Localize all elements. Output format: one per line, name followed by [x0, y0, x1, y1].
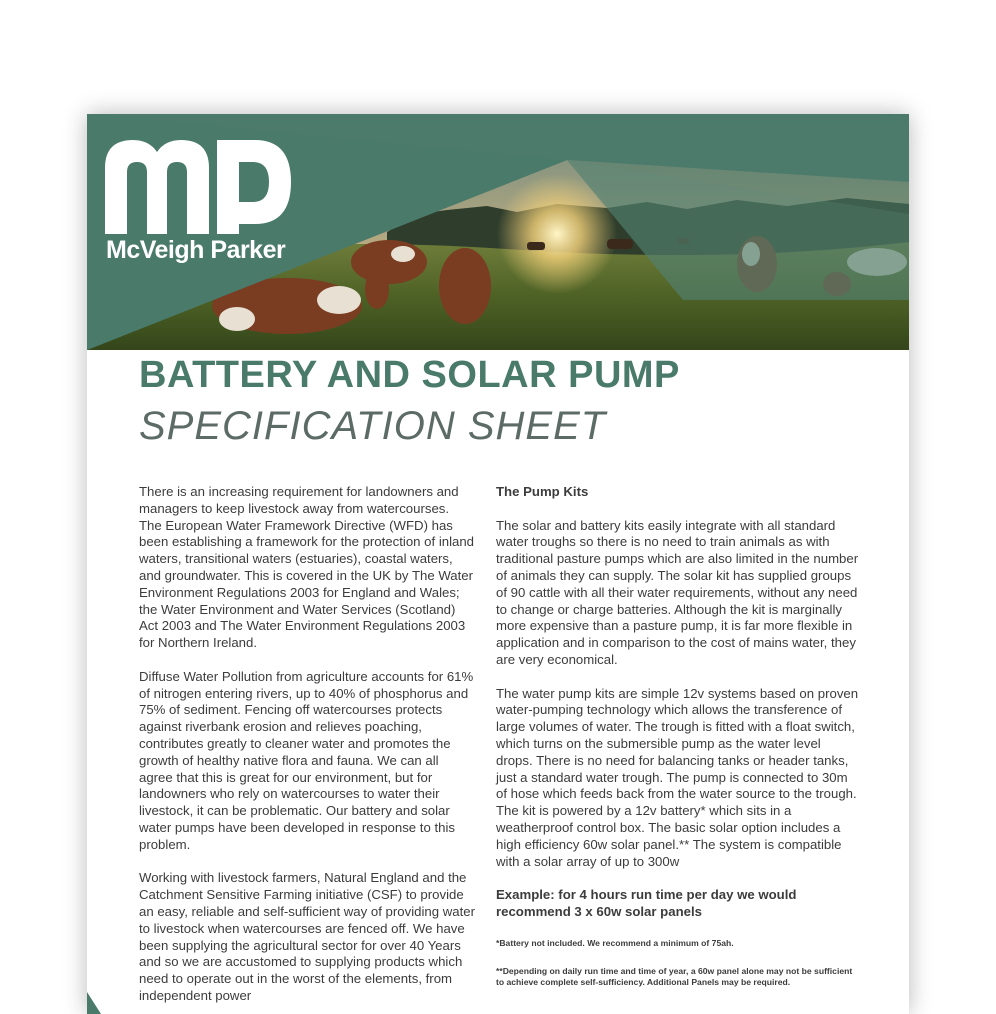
corner-accent	[87, 992, 101, 1014]
brand-name: McVeigh Parker	[106, 236, 286, 264]
example-callout: Example: for 4 hours run time per day we would recommend 3 x 60w solar panels	[496, 887, 797, 919]
footnote-battery: *Battery not included. We recommend a minimum of 75ah.	[496, 937, 734, 948]
header-banner	[87, 114, 909, 350]
paragraph-pump-kits: The solar and battery kits easily integrate with all standard water troughs so there is no need to train animals as with traditional pasture pumps which are also limited in the number of animals they can supply. The solar kit has supplied groups of 90 cattle with all their water requirements, without any need to change or charge batteries. Although the kit is marginally more expensive than a pasture pump, it is far more flexible in application and in comparison to the cost of mains water, they are very economical.	[496, 517, 859, 667]
section-heading: The Pump Kits	[496, 484, 589, 499]
paragraph-system: The water pump kits are simple 12v systems based on proven water-pumping technology which allows the transference of large volumes of water. The trough is fitted with a float switch, which turns on the submersible pump as the water level drops. There is no need for balancing tanks or header tanks, just a standard water trough. The pump is connected to 30m of hose which feeds back from the water source to the trough. The kit is powered by a 12v battery* which sits in a weatherproof control box. The basic solar option includes a high efficiency 60w solar panel.** The system is compatible with a solar array of up to 300w	[496, 685, 859, 869]
document-subtitle: SPECIFICATION SHEET	[139, 404, 607, 448]
right-column	[496, 484, 861, 1006]
paragraph-intro: There is an increasing requirement for landowners and managers to keep livestock away from watercourses. The European Water Framework Directive (WFD) has been establishing a framework for the protection of inland waters, transitional waters (estuaries), coastal waters, and groundwater. This is covered in the UK by The Water Environment Regulations 2003 for England and Wales; the Water Environment and Water Services (Scotland) Act 2003 and The Water Environment Regulations 2003 for Northern Ireland.	[139, 484, 475, 651]
document-title: BATTERY AND SOLAR PUMP	[139, 354, 680, 396]
spec-sheet-page	[87, 114, 909, 1014]
paragraph-working: Working with livestock farmers, Natural England and the Catchment Sensitive Farming initiative (CSF) to provide an easy, reliable and self-sufficient way of providing water to livestock when watercourses are fenced off. We have been supplying the agricultural sector for over 40 Years and so we are accustomed to supplying products which need to operate out in the worst of the elements, from independent power	[139, 870, 475, 1003]
footnote-panel: **Depending on daily run time and time of year, a 60w panel alone may not be sufficient to achieve complete self-sufficiency. Additional Panels may be required.	[496, 965, 853, 988]
paragraph-pollution: Diffuse Water Pollution from agriculture accounts for 61% of nitrogen entering rivers, up to 40% of phosphorus and 75% of sediment. Fencing off watercourses protects against riverbank erosion and relieves poaching, contributes greatly to cleaner water and promotes the growth of healthy native flora and fauna. We can all agree that this is great for our environment, but for landowners who rely on watercourses to water their livestock, it can be problematic. Our battery and solar water pumps have been developed in response to this problem.	[139, 668, 474, 852]
left-column	[139, 484, 475, 1014]
